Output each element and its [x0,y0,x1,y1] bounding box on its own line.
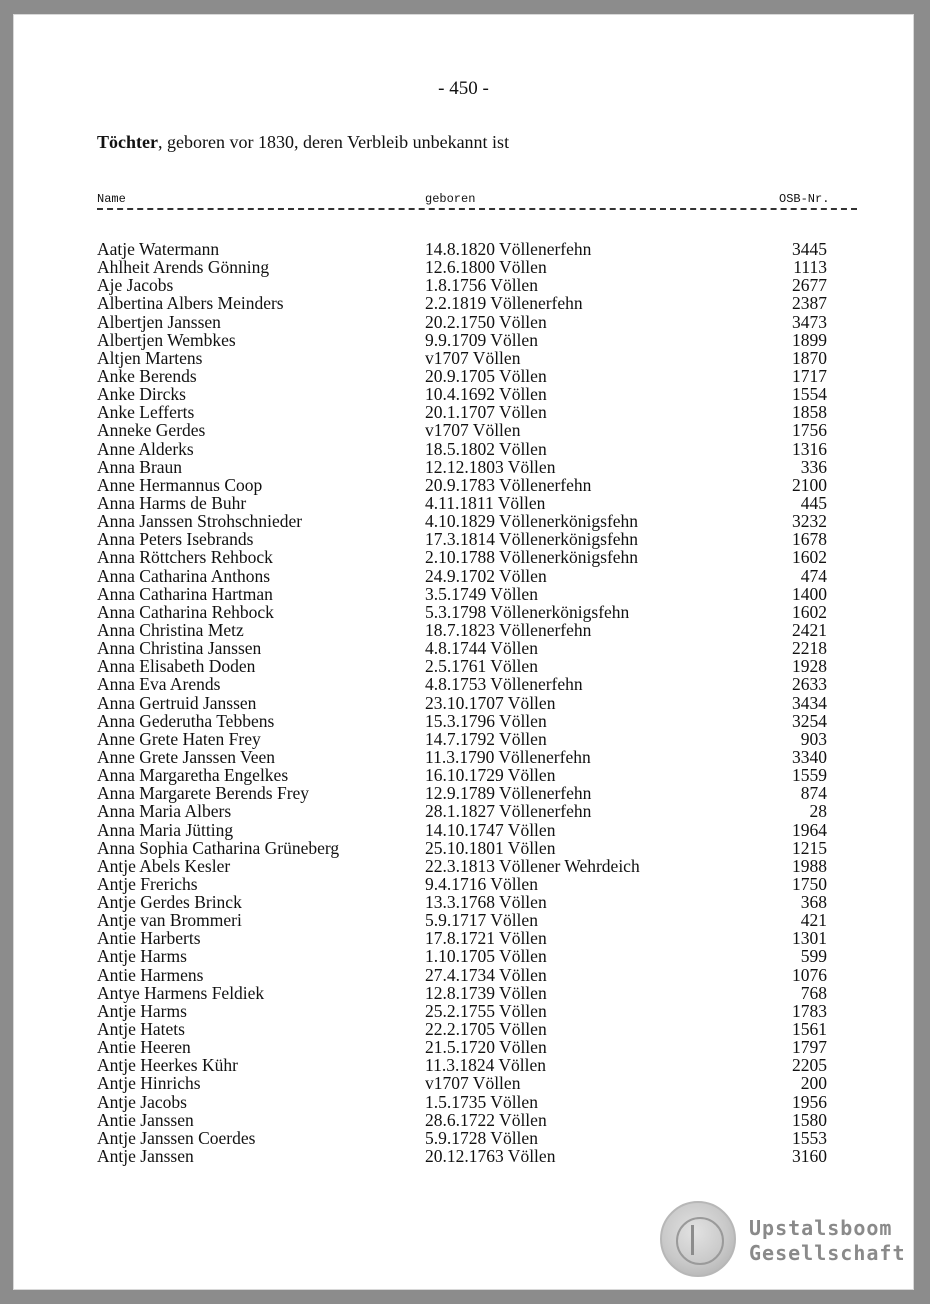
table-row [97,1074,857,1092]
osb-number: 1797 [792,1037,827,1058]
birth-info: 20.12.1763 Völlen [425,1146,556,1167]
person-name: Anna Margarete Berends Frey [97,783,310,804]
table-row [97,1147,857,1165]
person-name: Antye Harmens Feldiek [97,982,265,1003]
table-row [97,258,857,276]
column-header-name: Name [97,192,126,206]
birth-info: 22.2.1705 Völlen [425,1019,547,1040]
person-name: Anne Alderks [97,438,194,459]
osb-number: 1301 [792,928,827,949]
birth-info: 5.3.1798 Völlenerkönigsfehn [425,601,630,622]
osb-number: 1783 [792,1000,827,1021]
person-name: Albertina Albers Meinders [97,293,284,314]
birth-info: v1707 Völlen [425,347,521,368]
osb-number: 336 [800,456,827,477]
person-name: Anneke Gerdes [97,420,206,441]
osb-number: 1928 [792,656,827,677]
osb-number: 3445 [792,239,827,259]
document-page [13,14,914,1290]
birth-info: 16.10.1729 Völlen [425,765,556,786]
table-row [97,240,857,258]
person-name: Anna Maria Jütting [97,819,234,840]
person-name: Anna Gederutha Tebbens [97,710,275,731]
table-row [97,440,857,458]
osb-number: 1400 [792,583,827,604]
osb-number: 1554 [792,384,827,405]
osb-number: 1580 [792,1109,827,1130]
birth-info: 25.2.1755 Völlen [425,1000,547,1021]
osb-number: 599 [800,946,827,967]
osb-number: 1870 [792,347,827,368]
title-rest: , geboren vor 1830, deren Verbleib unbekannt ist [157,132,510,152]
table-row [97,857,857,875]
person-name: Anna Eva Arends [97,674,221,695]
person-name: Ahlheit Arends Gönning [97,257,270,278]
table-row [97,476,857,494]
table-row [97,313,857,331]
person-name: Antie Heeren [97,1037,191,1058]
table-row [97,1093,857,1111]
person-name: Anna Margaretha Engelkes [97,765,289,786]
osb-number: 1553 [792,1127,827,1148]
osb-number: 1956 [792,1091,827,1112]
osb-number: 2218 [792,638,827,659]
person-name: Antje Heerkes Kühr [97,1055,238,1076]
table-row [97,512,857,530]
person-name: Anna Catharina Rehbock [97,601,274,622]
person-name: Albertjen Janssen [97,311,221,332]
birth-info: 9.9.1709 Völlen [425,329,538,350]
table-row [97,385,857,403]
person-name: Aatje Watermann [97,239,220,259]
table-row [97,403,857,421]
birth-info: 22.3.1813 Völlener Wehrdeich [425,855,640,876]
person-name: Anke Lefferts [97,402,195,423]
birth-info: 14.7.1792 Völlen [425,728,547,749]
table-row [97,639,857,657]
person-name: Anna Peters Isebrands [97,529,254,550]
person-name: Antie Harberts [97,928,201,949]
birth-info: 3.5.1749 Völlen [425,583,538,604]
osb-number: 1076 [792,964,827,985]
birth-info: 21.5.1720 Völlen [425,1037,547,1058]
birth-info: 1.5.1735 Völlen [425,1091,538,1112]
osb-number: 2421 [792,619,827,640]
birth-info: 18.5.1802 Völlen [425,438,547,459]
birth-info: 2.2.1819 Völlenerfehn [425,293,583,314]
osb-number: 1678 [792,529,827,550]
osb-number: 874 [800,783,827,804]
birth-info: v1707 Völlen [425,1073,521,1094]
table-row [97,675,857,693]
table-row [97,1038,857,1056]
osb-number: 445 [800,492,827,513]
birth-info: 4.8.1744 Völlen [425,638,538,659]
table-row [97,929,857,947]
person-name: Antie Harmens [97,964,204,985]
birth-info: 1.10.1705 Völlen [425,946,547,967]
table-row [97,294,857,312]
osb-number: 1316 [792,438,827,459]
birth-info: 12.6.1800 Völlen [425,257,547,278]
table-row [97,585,857,603]
birth-info: 10.4.1692 Völlen [425,384,547,405]
osb-number: 3434 [792,692,827,713]
osb-number: 1750 [792,873,827,894]
birth-info: 20.1.1707 Völlen [425,402,547,423]
person-name: Anna Sophia Catharina Grüneberg [97,837,340,858]
birth-info: 13.3.1768 Völlen [425,892,547,913]
table-row [97,839,857,857]
osb-number: 1717 [792,365,827,386]
osb-number: 2633 [792,674,827,695]
table-row [97,911,857,929]
table-row [97,494,857,512]
osb-number: 1858 [792,402,827,423]
osb-number: 421 [800,910,827,931]
column-header-born: geboren [425,192,476,206]
birth-info: 11.3.1790 Völlenerfehn [425,746,591,767]
osb-number: 2677 [792,275,827,296]
birth-info: v1707 Völlen [425,420,521,441]
table-row [97,530,857,548]
birth-info: 25.10.1801 Völlen [425,837,556,858]
title-bold: Töchter [97,132,158,152]
society-seal-icon [660,1201,736,1277]
birth-info: 9.4.1716 Völlen [425,873,538,894]
table-row [97,984,857,1002]
table-row [97,893,857,911]
person-name: Anke Berends [97,365,197,386]
person-name: Antje Gerdes Brinck [97,892,242,913]
osb-number: 368 [800,892,827,913]
osb-number: 1113 [793,257,827,278]
person-name: Anne Grete Janssen Veen [97,746,276,767]
person-name: Antje Harms [97,946,187,967]
osb-number: 768 [800,982,827,1003]
person-name: Anna Gertruid Janssen [97,692,257,713]
birth-info: 20.9.1705 Völlen [425,365,547,386]
birth-info: 18.7.1823 Völlenerfehn [425,619,592,640]
birth-info: 2.5.1761 Völlen [425,656,538,677]
osb-number: 1899 [792,329,827,350]
person-name: Antje Hinrichs [97,1073,201,1094]
birth-info: 28.6.1722 Völlen [425,1109,547,1130]
person-name: Anna Christina Metz [97,619,244,640]
osb-number: 1602 [792,601,827,622]
osb-number: 1602 [792,547,827,568]
table-row [97,331,857,349]
birth-info: 28.1.1827 Völlenerfehn [425,801,592,822]
birth-info: 1.8.1756 Völlen [425,275,538,296]
person-name: Anna Janssen Strohschnieder [97,511,303,532]
person-name: Anna Christina Janssen [97,638,262,659]
birth-info: 4.8.1753 Völlenerfehn [425,674,583,695]
person-name: Antje Jacobs [97,1091,187,1112]
person-name: Anna Braun [97,456,183,477]
birth-info: 23.10.1707 Völlen [425,692,556,713]
table-row [97,548,857,566]
person-name: Anna Elisabeth Doden [97,656,256,677]
birth-info: 4.11.1811 Völlen [425,492,546,513]
birth-info: 14.10.1747 Völlen [425,819,556,840]
table-row [97,784,857,802]
birth-info: 2.10.1788 Völlenerkönigsfehn [425,547,639,568]
birth-info: 12.8.1739 Völlen [425,982,547,1003]
table-row [97,1002,857,1020]
person-name: Anne Hermannus Coop [97,474,263,495]
table-row [97,421,857,439]
person-name: Anne Grete Haten Frey [97,728,261,749]
osb-number: 1215 [792,837,827,858]
table-row [97,621,857,639]
table-row [97,657,857,675]
birth-info: 17.3.1814 Völlenerkönigsfehn [425,529,639,550]
table-row [97,1129,857,1147]
table-row [97,821,857,839]
person-name: Antje van Brommeri [97,910,242,931]
osb-number: 2387 [792,293,827,314]
birth-info: 20.2.1750 Völlen [425,311,547,332]
person-name: Altjen Martens [97,347,203,368]
birth-info: 11.3.1824 Völlen [425,1055,547,1076]
table-row [97,966,857,984]
person-name: Antje Frerichs [97,873,198,894]
birth-info: 15.3.1796 Völlen [425,710,547,731]
osb-number: 2205 [792,1055,827,1076]
person-name: Antje Janssen Coerdes [97,1127,256,1148]
birth-info: 17.8.1721 Völlen [425,928,547,949]
header-divider [97,208,857,212]
person-name: Anna Catharina Anthons [97,565,271,586]
table-row [97,748,857,766]
seal-tree [691,1225,708,1255]
person-name: Anke Dircks [97,384,186,405]
osb-number: 3232 [792,511,827,532]
person-name: Anna Harms de Buhr [97,492,247,513]
table-row [97,603,857,621]
birth-info: 4.10.1829 Völlenerkönigsfehn [425,511,639,532]
person-name: Antje Hatets [97,1019,185,1040]
brand-line-1: Upstalsboom [749,1216,893,1240]
register-table [97,240,857,1165]
birth-info: 20.9.1783 Völlenerfehn [425,474,592,495]
table-row [97,694,857,712]
osb-number: 28 [809,801,827,822]
birth-info: 5.9.1717 Völlen [425,910,538,931]
birth-info: 5.9.1728 Völlen [425,1127,538,1148]
birth-info: 12.9.1789 Völlenerfehn [425,783,592,804]
table-row [97,712,857,730]
person-name: Anna Maria Albers [97,801,232,822]
table-row [97,276,857,294]
person-name: Antje Abels Kesler [97,855,231,876]
person-name: Aje Jacobs [97,275,174,296]
table-row [97,1056,857,1074]
birth-info: 12.12.1803 Völlen [425,456,556,477]
table-row [97,367,857,385]
table-row [97,567,857,585]
table-row [97,730,857,748]
osb-number: 200 [800,1073,827,1094]
table-row [97,802,857,820]
osb-number: 3160 [792,1146,827,1167]
osb-number: 1561 [792,1019,827,1040]
person-name: Antje Janssen [97,1146,194,1167]
birth-info: 14.8.1820 Völlenerfehn [425,239,592,259]
person-name: Anna Catharina Hartman [97,583,273,604]
osb-number: 903 [800,728,827,749]
table-row [97,1111,857,1129]
osb-number: 3473 [792,311,827,332]
person-name: Albertjen Wembkes [97,329,236,350]
page-title [97,132,509,153]
osb-number: 1988 [792,855,827,876]
osb-number: 1559 [792,765,827,786]
table-row [97,458,857,476]
person-name: Antje Harms [97,1000,187,1021]
person-name: Anna Röttchers Rehbock [97,547,273,568]
osb-number: 1756 [792,420,827,441]
birth-info: 24.9.1702 Völlen [425,565,547,586]
table-row [97,1020,857,1038]
table-row [97,947,857,965]
osb-number: 3340 [792,746,827,767]
brand-line-2: Gesellschaft [749,1241,906,1265]
table-row [97,349,857,367]
page-number: - 450 - [438,78,489,99]
osb-number: 474 [800,565,827,586]
table-row [97,875,857,893]
birth-info: 27.4.1734 Völlen [425,964,547,985]
person-name: Antie Janssen [97,1109,194,1130]
column-header-osb: OSB-Nr. [779,192,830,206]
brand-logo [749,1216,906,1266]
osb-number: 3254 [792,710,827,731]
osb-number: 1964 [792,819,827,840]
osb-number: 2100 [792,474,827,495]
table-row [97,766,857,784]
